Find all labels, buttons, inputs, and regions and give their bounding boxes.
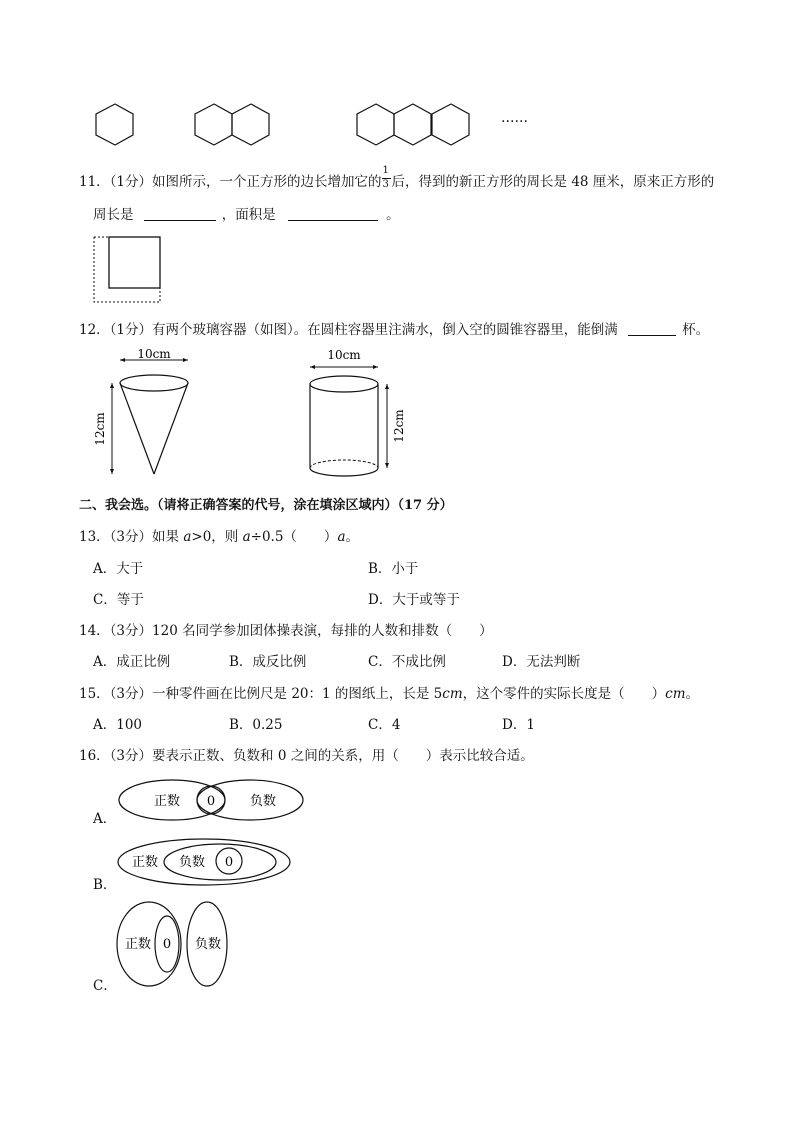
hexagon-pattern-figure — [90, 100, 510, 150]
q16-option-b-letter[interactable]: B． — [93, 877, 117, 893]
svg-text:正数: 正数 — [153, 794, 181, 809]
cylinder-top — [310, 376, 378, 392]
q15-option-d[interactable]: D．1 — [502, 717, 535, 733]
cone-diameter-label: 10cm — [137, 347, 171, 361]
q13-option-c[interactable]: C．等于 — [93, 592, 144, 608]
cone-top — [120, 375, 188, 391]
hexagon-6 — [432, 104, 469, 145]
svg-text:0: 0 — [162, 937, 172, 952]
enlarged-square-dashed — [94, 237, 160, 302]
answer-blank-cups[interactable] — [628, 321, 676, 336]
hexagon-3 — [232, 104, 269, 145]
q15-option-c[interactable]: C．4 — [368, 717, 401, 733]
question-text-continued: 后，得到的新正方形的周长是 48 厘米，原来正方形的 — [391, 174, 715, 190]
svg-text:负数: 负数 — [249, 794, 277, 809]
cylinder-figure — [300, 345, 420, 485]
square-enlargement-figure — [92, 235, 164, 305]
hexagon-1 — [96, 104, 133, 145]
hexagon-5 — [394, 104, 431, 145]
answer-blank-area[interactable] — [288, 206, 378, 221]
question-11-line1 — [79, 165, 715, 191]
cylinder-height-label: 12cm — [392, 409, 406, 443]
question-11-line2: 周长是 ，面积是 。 — [93, 207, 400, 223]
original-square — [109, 237, 160, 288]
question-15-line: 15．（3分）一种零件画在比例尺是 20：1 的图纸上，长是 5cm，这个零件的实际长度是（ ）cm。 — [79, 686, 700, 702]
q14-option-b[interactable]: B．成反比例 — [229, 654, 307, 670]
q16-option-c-diagram[interactable] — [115, 900, 233, 992]
question-16-line: 16．（3分）要表示正数、负数和 0 之间的关系，用（ ）表示比较合适。 — [79, 748, 534, 764]
q15-option-a[interactable]: A．100 — [93, 717, 143, 733]
question-text: 如图所示，一个正方形的边长增加它的 — [152, 174, 382, 190]
question-number: 11． — [79, 174, 110, 190]
q16-option-a-diagram[interactable] — [115, 778, 310, 824]
cylinder-diameter-label: 10cm — [327, 348, 361, 362]
hexagon-2 — [195, 104, 232, 145]
q14-option-a[interactable]: A．成正比例 — [93, 654, 171, 670]
cone-height-label: 12cm — [93, 412, 107, 446]
question-score: （1分） — [109, 174, 153, 190]
cone-figure — [90, 347, 200, 477]
fraction-one-third: $\frac{1}{3}$ — [382, 165, 389, 190]
q13-option-a[interactable]: A．大于 — [93, 561, 144, 577]
q14-option-d[interactable]: D．无法判断 — [502, 654, 581, 670]
svg-text:0: 0 — [206, 794, 216, 809]
question-12-line: 12．（1分）有两个玻璃容器（如图）。在圆柱容器里注满水，倒入空的圆锥容器里，能倒满 杯。 — [79, 322, 710, 338]
q16-option-b-diagram[interactable] — [115, 837, 295, 889]
question-13-line: 13．（3分）如果 a>0，则 a÷0.5（ ）a。 — [79, 529, 359, 545]
answer-blank-perimeter[interactable] — [144, 206, 216, 221]
svg-text:负数: 负数 — [178, 855, 206, 870]
question-text: 有两个玻璃容器（如图）。在圆柱容器里注满水，倒入空的圆锥容器里，能倒满 — [152, 322, 618, 338]
q14-option-c[interactable]: C．不成比例 — [368, 654, 446, 670]
svg-text:0: 0 — [224, 855, 234, 870]
q15-option-b[interactable]: B．0.25 — [229, 717, 283, 733]
q13-option-d[interactable]: D．大于或等于 — [368, 592, 460, 608]
q16-option-a-letter[interactable]: A． — [93, 811, 117, 827]
q13-option-b[interactable]: B．小于 — [368, 561, 419, 577]
svg-text:正数: 正数 — [124, 937, 152, 952]
hexagon-4 — [357, 104, 394, 145]
svg-text:负数: 负数 — [194, 937, 222, 952]
question-14-line: 14．（3分）120 名同学参加团体操表演，每排的人数和排数（ ） — [79, 623, 493, 639]
section-2-title: 二、我会选。（请将正确答案的代号，涂在填涂区域内）（17 分） — [79, 498, 453, 513]
pattern-ellipsis: …… — [501, 110, 528, 126]
q16-option-c-letter[interactable]: C． — [93, 978, 117, 994]
svg-text:正数: 正数 — [131, 855, 159, 870]
